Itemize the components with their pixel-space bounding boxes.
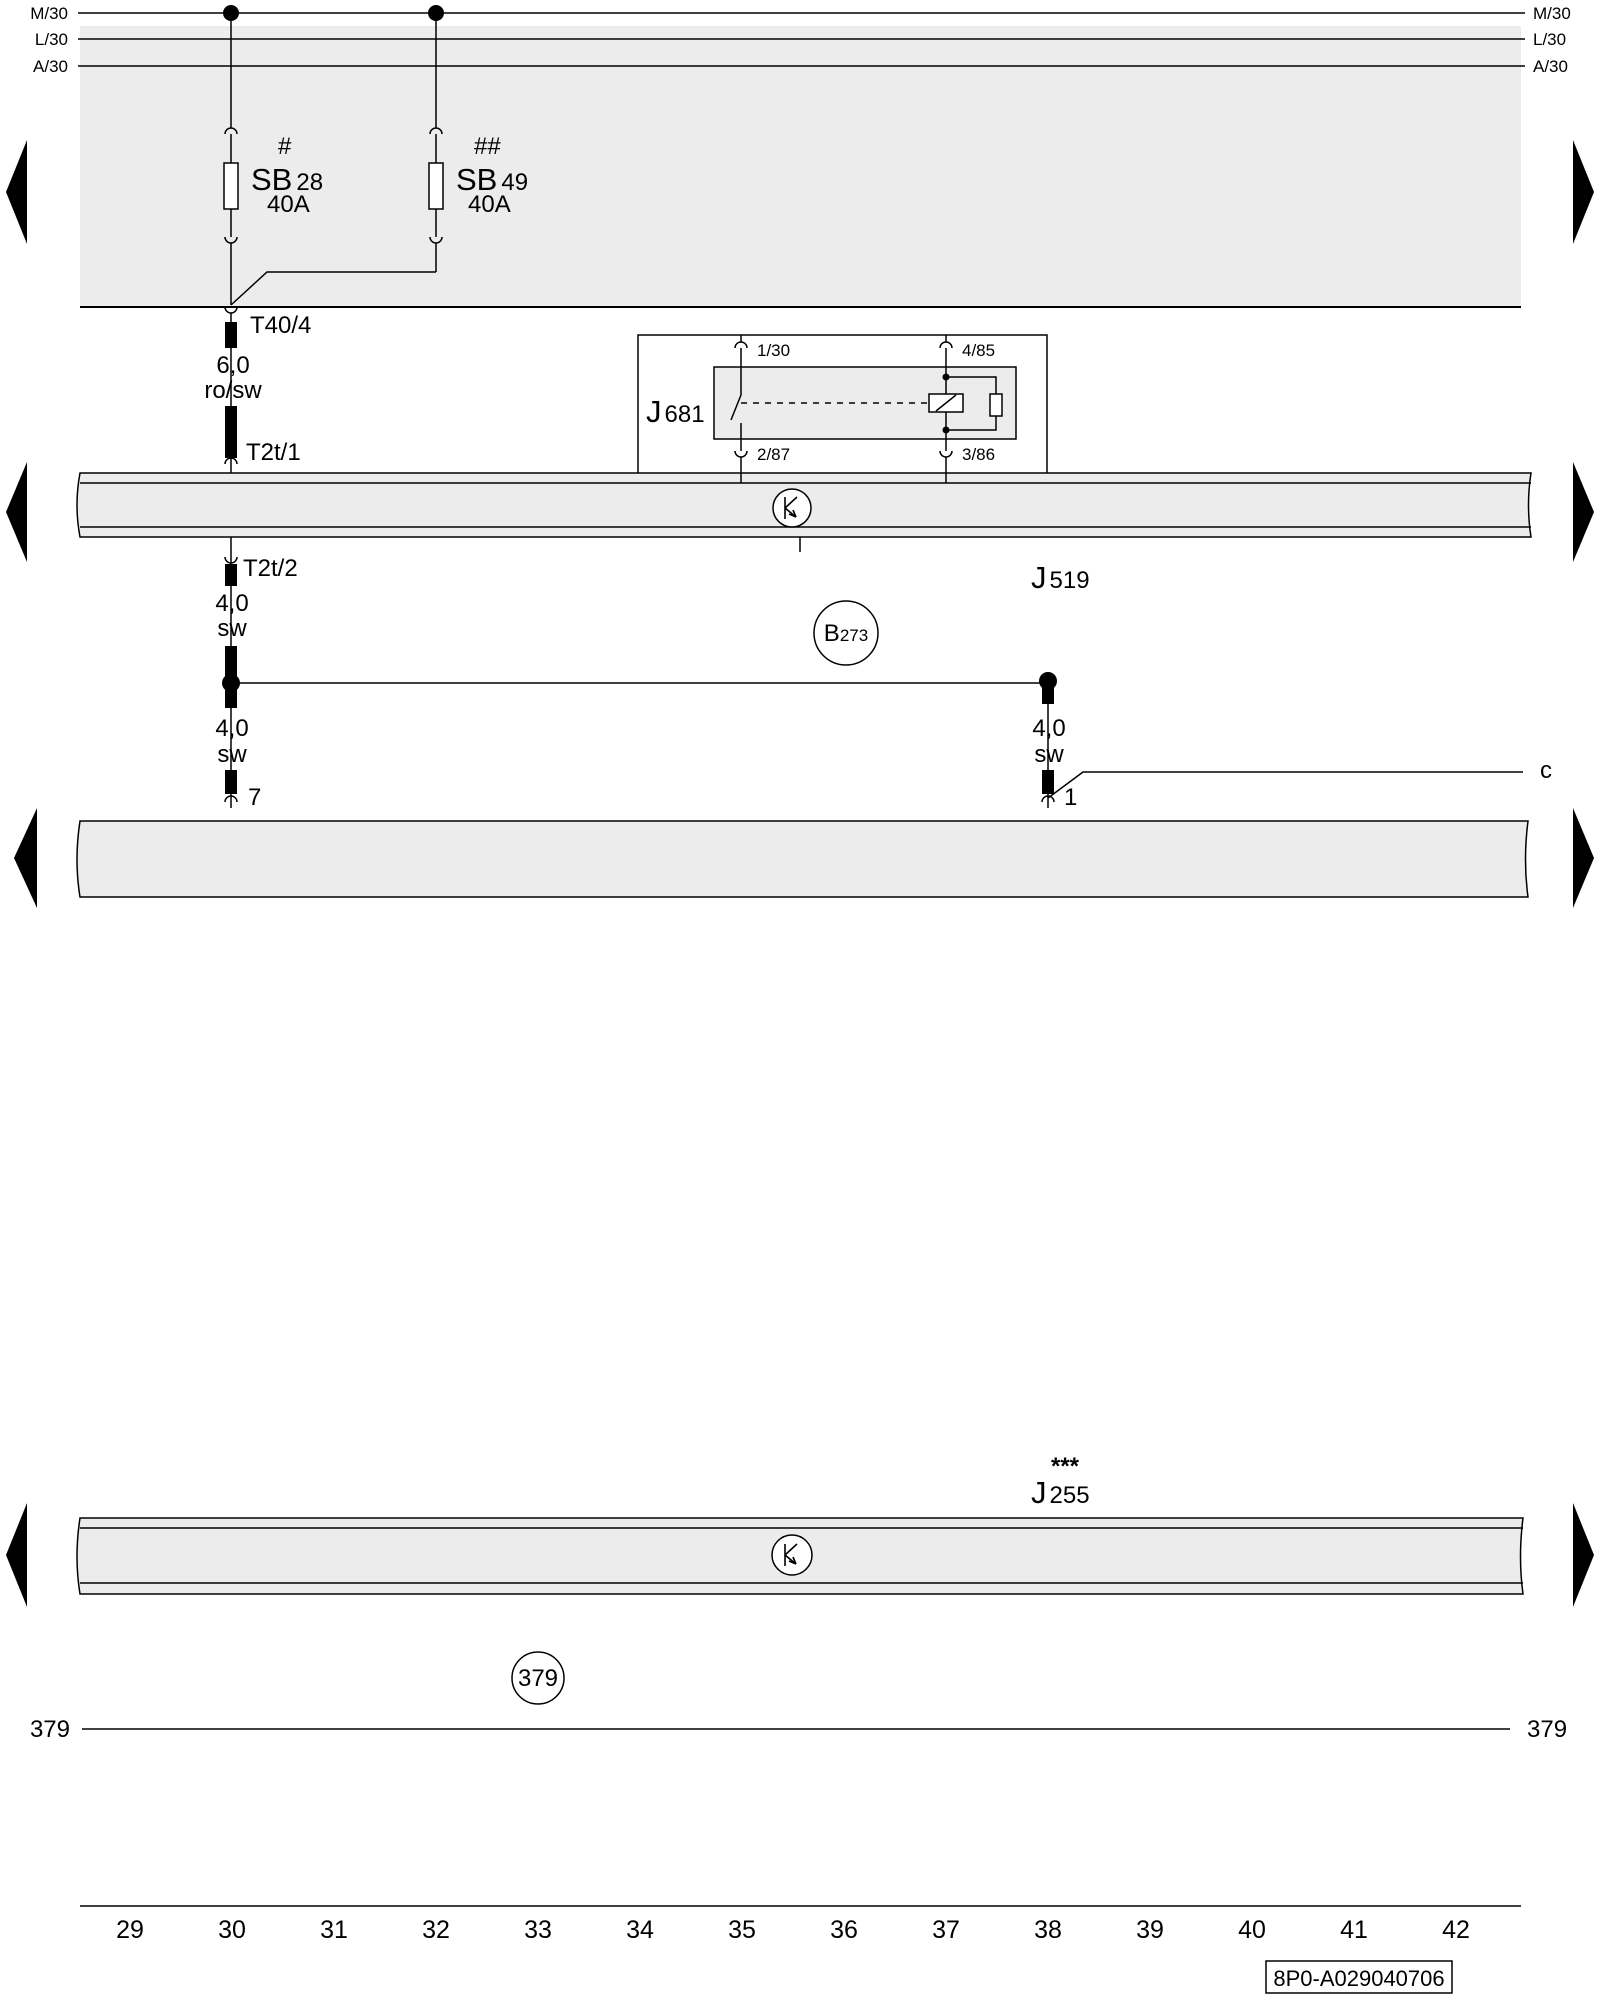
column-number: 41: [1340, 1916, 1368, 1944]
wire-upper-thick-top: [225, 322, 237, 348]
control-unit-j519-label: J 519: [1031, 560, 1090, 595]
nav-arrow-left-2[interactable]: [6, 462, 27, 562]
rail-label-left-a30: A/30: [33, 57, 68, 76]
nav-arrow-left-3[interactable]: [14, 808, 37, 908]
control-unit-j255-label: J 255: [1031, 1475, 1090, 1510]
rail-label-left-l30: L/30: [34, 30, 68, 49]
junction-dot-left: [222, 674, 240, 692]
fuse-box-area: [80, 26, 1521, 307]
relay-junction-dot: [943, 374, 950, 381]
column-number: 35: [728, 1916, 756, 1944]
rail-label-right-a30: A/30: [1533, 57, 1568, 76]
wire-lower-left-color: sw: [217, 741, 247, 768]
column-number: 29: [116, 1916, 144, 1944]
transistor-symbol-j255: [772, 1535, 812, 1575]
wire-continuation-c: [1048, 772, 1523, 798]
column-number: 38: [1034, 1916, 1062, 1944]
fuse-sb28-mark: #: [278, 133, 292, 160]
drawing-id: 8P0-A029040706: [1273, 1966, 1445, 1991]
nav-arrow-left-4[interactable]: [6, 1503, 27, 1607]
relay-j681-label: J 681: [646, 394, 705, 429]
component-bar-lower: [77, 821, 1528, 897]
nav-arrow-right-1[interactable]: [1573, 140, 1594, 244]
column-number: 37: [932, 1916, 960, 1944]
wire-upper-size: 6,0: [216, 352, 250, 379]
connector-t2t-2-label: T2t/2: [243, 555, 298, 582]
wire-lower-left-thick: [225, 770, 237, 794]
fuse-sb28-rating: 40A: [267, 191, 310, 218]
wire-upper-thick-bottom: [225, 406, 237, 458]
ground-point-379-label: 379: [517, 1665, 559, 1692]
column-numbers: [116, 1916, 1470, 1944]
rail-label-left-m30: M/30: [30, 4, 68, 23]
connector-pin-1-label: 1: [1064, 784, 1078, 811]
relay-pin-1-30: 1/30: [757, 341, 791, 360]
relay-pin-2-87: 2/87: [757, 445, 791, 464]
rail-label-right-l30: L/30: [1533, 30, 1567, 49]
nav-arrow-left-1[interactable]: [6, 140, 27, 244]
fuse-sb49-rating: 40A: [468, 191, 511, 218]
column-number: 32: [422, 1916, 450, 1944]
column-number: 30: [218, 1916, 246, 1944]
rail-label-right-m30: M/30: [1533, 4, 1571, 23]
fuse-sb49-mark: ##: [474, 133, 501, 160]
nav-arrow-right-2[interactable]: [1573, 462, 1594, 562]
fuse-sb49-code: SB 49: [456, 162, 529, 197]
wire-mid-color: sw: [217, 615, 247, 642]
relay-junction-dot: [943, 427, 950, 434]
connector-pin-7-label: 7: [248, 784, 262, 811]
nav-arrow-right-4[interactable]: [1573, 1503, 1594, 1607]
connector-t40-4-label: T40/4: [250, 312, 312, 339]
wire-mid-thick: [225, 564, 237, 586]
wire-upper-color: ro/sw: [204, 377, 262, 404]
continuation-label-c: c: [1540, 757, 1552, 784]
column-number: 34: [626, 1916, 654, 1944]
wire-mid-size: 4,0: [215, 590, 249, 617]
column-number: 33: [524, 1916, 552, 1944]
reference-line-right-label: 379: [1527, 1716, 1568, 1743]
ground-point-b273-label: B273: [823, 620, 869, 647]
control-unit-j255-mark: ***: [1050, 1453, 1080, 1480]
reference-line-left-label: 379: [29, 1716, 70, 1743]
fuse-sb28-code: SB 28: [251, 162, 324, 197]
wire-lower-left-size: 4,0: [215, 715, 249, 742]
wire-lower-right-size: 4,0: [1032, 715, 1066, 742]
column-number: 40: [1238, 1916, 1266, 1944]
column-number: 31: [320, 1916, 348, 1944]
relay-pin-4-85: 4/85: [962, 341, 996, 360]
connector-t2t-1-label: T2t/1: [246, 439, 301, 466]
column-number: 36: [830, 1916, 858, 1944]
wire-lower-right-thick-top: [1042, 681, 1054, 704]
relay-pin-3-86: 3/86: [962, 445, 996, 464]
wire-lower-right-thick: [1042, 770, 1054, 794]
column-number: 39: [1136, 1916, 1164, 1944]
wire-lower-right-color: sw: [1034, 741, 1064, 768]
column-number: 42: [1442, 1916, 1470, 1944]
nav-arrow-right-3[interactable]: [1573, 808, 1594, 908]
transistor-symbol-j519: [773, 489, 811, 527]
